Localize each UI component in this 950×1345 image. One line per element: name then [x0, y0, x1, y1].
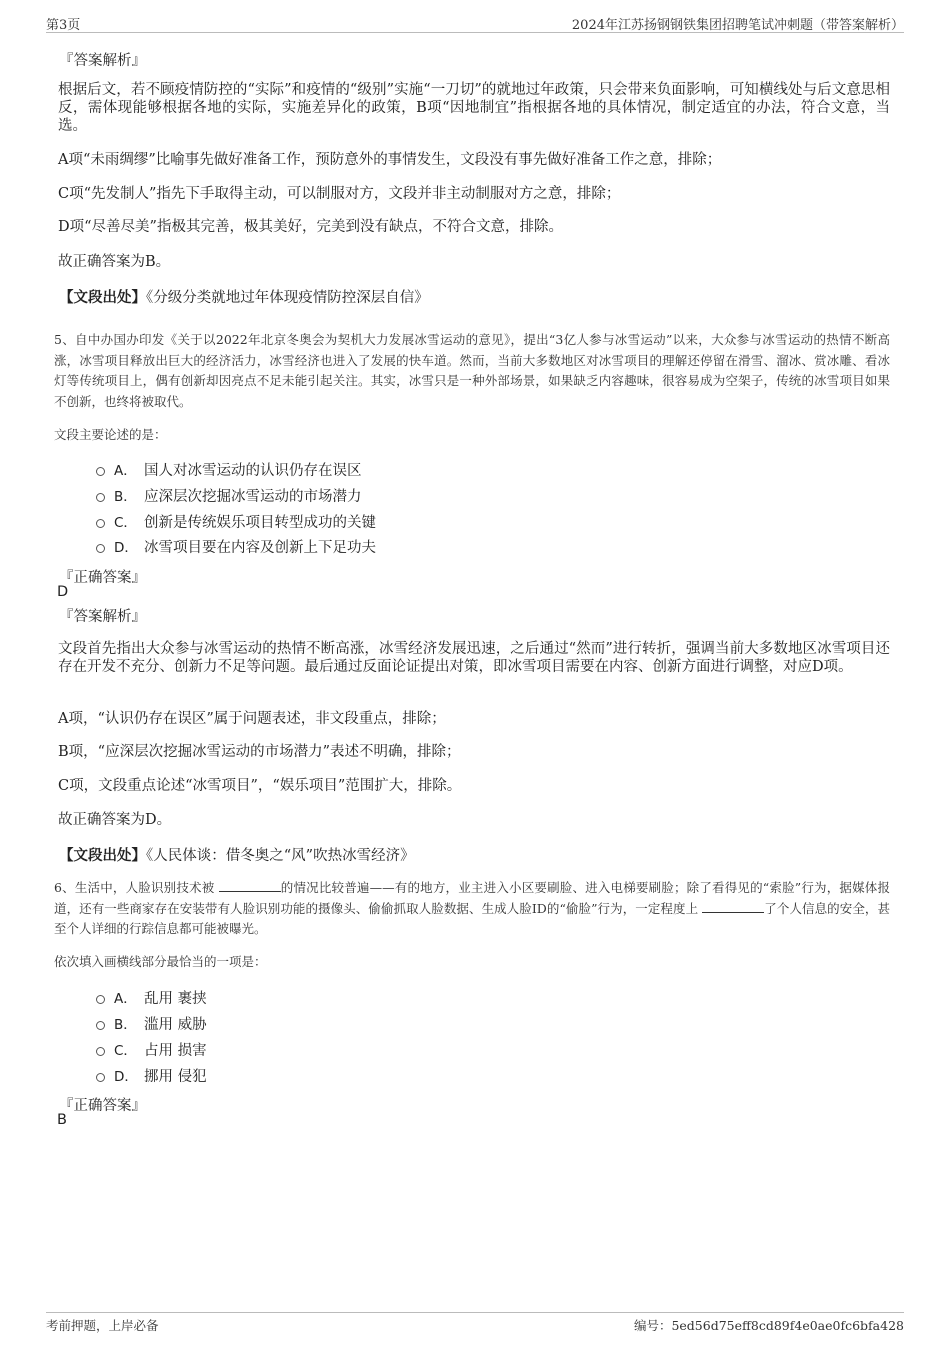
option-text: 占用 损害: [144, 1042, 207, 1059]
option-letter: D．: [114, 540, 138, 556]
option-letter: B．: [114, 489, 137, 505]
q5-source-title: 《人民体谈：借冬奥之“风”吹热冰雪经济》: [146, 848, 415, 864]
q5-analysis-option-b: B项，“应深层次挖掘冰雪运动的市场潜力”表述不明确，排除；: [58, 744, 461, 760]
option-text: 应深层次挖掘冰雪运动的市场潜力: [144, 488, 362, 505]
q4-analysis-option-c: C项“先发制人”指先下手取得主动，可以制服对方，文段并非主动制服对方之意，排除；: [58, 186, 621, 202]
q5-prompt: 文段主要论述的是：: [54, 427, 167, 442]
footer-slogan: 考前押题，上岸必备: [46, 1318, 159, 1333]
q5-analysis-label: 『答案解析』: [59, 609, 146, 625]
q6-answer: B: [57, 1112, 67, 1128]
option-letter: A．: [114, 991, 137, 1007]
q5-analysis-option-c: C项，文段重点论述“冰雪项目”，“娱乐项目”范围扩大，排除。: [58, 778, 462, 794]
q5-source: [59, 844, 415, 865]
radio-icon[interactable]: [96, 519, 105, 528]
q6-option-b[interactable]: [96, 1013, 207, 1033]
radio-icon[interactable]: [96, 544, 105, 553]
q6-answer-label: 『正确答案』: [59, 1098, 146, 1114]
option-letter: C．: [114, 1043, 137, 1059]
option-text: 乱用 裹挟: [144, 990, 207, 1007]
q6-option-c[interactable]: [96, 1039, 207, 1059]
option-letter: B．: [114, 1017, 137, 1033]
page-footer: [46, 1312, 904, 1335]
option-letter: A．: [114, 463, 137, 479]
option-letter: C．: [114, 515, 137, 531]
q4-conclusion: 故正确答案为B。: [58, 254, 171, 270]
page-header: [46, 14, 904, 33]
q4-analysis-label: 『答案解析』: [59, 53, 146, 69]
radio-icon[interactable]: [96, 467, 105, 476]
fill-blank-1: [219, 879, 281, 892]
q6-stem: [54, 878, 890, 940]
q6-option-d[interactable]: [96, 1065, 207, 1085]
q4-source: [59, 286, 429, 307]
radio-icon[interactable]: [96, 995, 105, 1004]
radio-icon[interactable]: [96, 1021, 105, 1030]
q5-conclusion: 故正确答案为D。: [58, 812, 172, 828]
page-number: 第3页: [46, 18, 81, 33]
q6-stem-part1: 6、生活中，人脸识别技术被: [54, 880, 215, 895]
option-text: 创新是传统娱乐项目转型成功的关键: [144, 514, 376, 531]
document-id: 编号：5ed56d75eff8cd89f4e0ae0fc6bfa428: [633, 1318, 904, 1333]
q4-source-title: 《分级分类就地过年体现疫情防控深层自信》: [146, 290, 429, 306]
radio-icon[interactable]: [96, 493, 105, 502]
q4-source-tag: 【文段出处】: [59, 289, 146, 306]
q4-analysis-option-d: D项“尽善尽美”指极其完善，极其美好，完美到没有缺点，不符合文意，排除。: [58, 219, 563, 235]
q6-prompt: 依次填入画横线部分最恰当的一项是：: [54, 954, 267, 969]
q6-stem-part3: 了个人信息的安全，甚至个人详细的行踪信息都可能被曝光。: [54, 900, 890, 936]
fill-blank-2: [702, 900, 764, 913]
q5-answer-label: 『正确答案』: [59, 570, 146, 586]
q5-answer: D: [57, 584, 69, 600]
option-text: 挪用 侵犯: [144, 1068, 207, 1085]
radio-icon[interactable]: [96, 1047, 105, 1056]
document-title: 2024年江苏扬钢钢铁集团招聘笔试冲刺题（带答案解析）: [571, 18, 904, 33]
option-text: 冰雪项目要在内容及创新上下足功夫: [144, 539, 376, 556]
radio-icon[interactable]: [96, 1073, 105, 1082]
q6-option-a[interactable]: [96, 987, 207, 1007]
q6-stem-part2: 的情况比较普遍——有的地方，业主进入小区要刷脸、进入电梯要刷脸；除了看得见的“索脸”行为，据媒体报道，还有一些商家存在安装带有人脸识别功能的摄像头、偷偷抓取人脸数据、生成人脸ID的“偷脸”行为，一定程度上: [54, 880, 890, 916]
q5-analysis-paragraph: 文段首先指出大众参与冰雪运动的热情不断高涨，冰雪经济发展迅速，之后通过“然而”进行转折，强调当前大多数地区冰雪项目还存在开发不充分、创新力不足等问题。最后通过反面论证提出对策，即冰雪项目需要在内容、创新方面进行调整，对应D项。: [58, 641, 890, 675]
q5-source-tag: 【文段出处】: [59, 847, 146, 864]
q5-option-b[interactable]: [96, 485, 362, 505]
q5-option-d[interactable]: [96, 536, 376, 556]
q4-analysis-paragraph: 根据后文，若不顾疫情防控的“实际”和疫情的“级别”实施“一刀切”的就地过年政策，只会带来负面影响，可知横线处与后文意思相反，需体现能够根据各地的实际，实施差异化的政策，B项“因地制宜”指根据各地的具体情况，制定适宜的办法，符合文意，当选。: [58, 82, 890, 134]
q4-analysis-option-a: A项“未雨绸缪”比喻事先做好准备工作，预防意外的事情发生，文段没有事先做好准备工作之意，排除；: [58, 152, 722, 168]
option-text: 国人对冰雪运动的认识仍存在误区: [144, 462, 362, 479]
option-text: 滥用 威胁: [144, 1016, 207, 1033]
q5-option-c[interactable]: [96, 511, 376, 531]
q5-option-a[interactable]: [96, 459, 362, 479]
q5-analysis-option-a: A项，“认识仍存在误区”属于问题表述，非文段重点，排除；: [58, 711, 446, 727]
q5-stem: 5、自中办国办印发《关于以2022年北京冬奥会为契机大力发展冰雪运动的意见》，提出“3亿人参与冰雪运动”以来，大众参与冰雪运动的热情不断高涨，冰雪项目释放出巨大的经济活力，冰雪经济也进入了发展的快车道。然而，当前大多数地区对冰雪项目的理解还停留在滑雪、溜冰、赏冰雕、看冰灯等传统项目上，偶有创新却因亮点不足未能引起关注。其实，冰雪只是一种外部场景，如果缺乏内容趣味，很容易成为空架子，传统的冰雪项目如果不创新，也终将被取代。: [54, 332, 890, 409]
option-letter: D．: [114, 1069, 138, 1085]
